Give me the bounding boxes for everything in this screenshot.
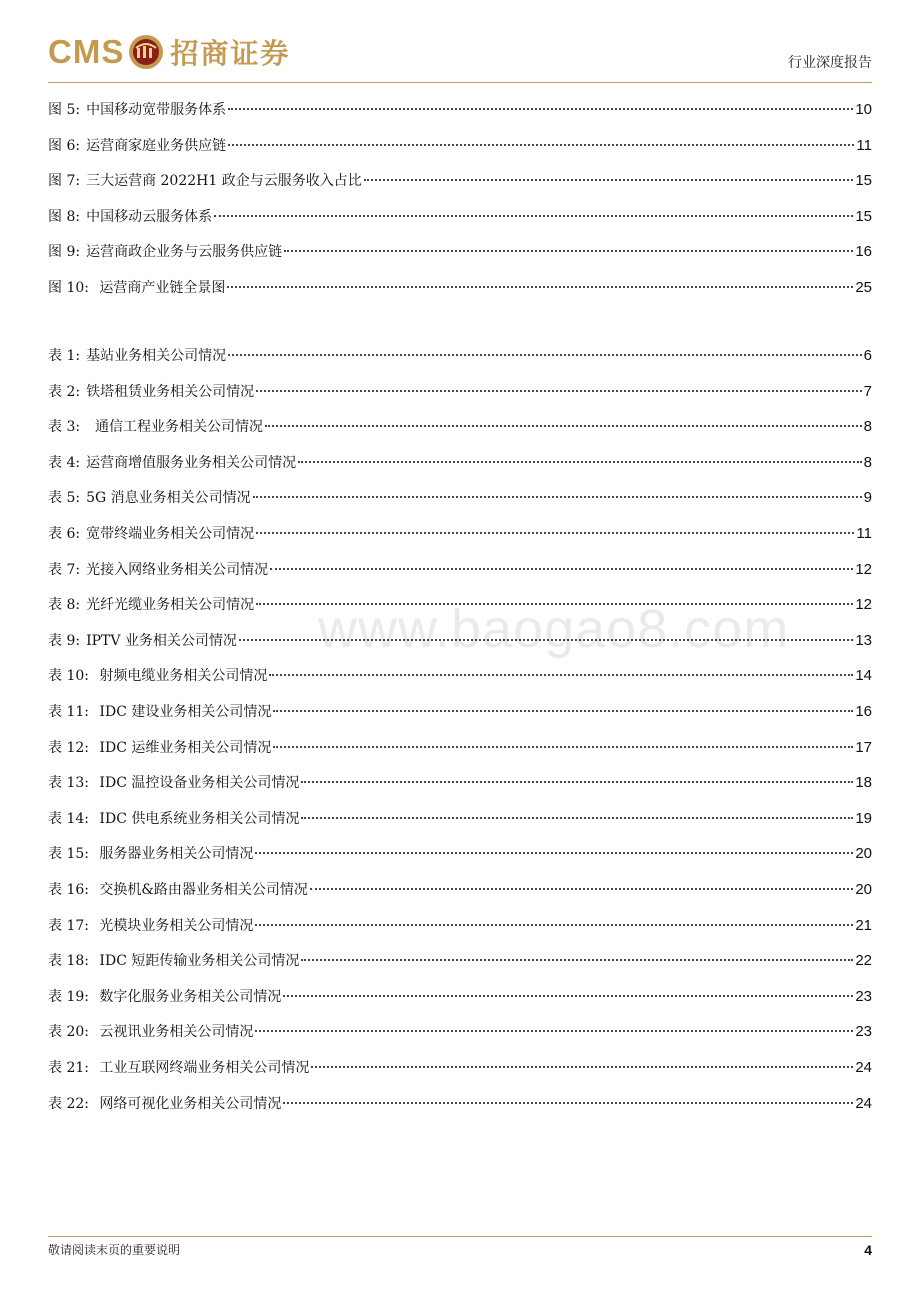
toc-entry-title: 宽带终端业务相关公司情况 <box>86 526 255 542</box>
toc-entry-label: 表 10: <box>48 668 89 685</box>
toc-entry-page: 10 <box>855 101 872 118</box>
dot-leader <box>256 603 853 605</box>
toc-entry-page: 6 <box>863 347 872 364</box>
dot-leader <box>311 1066 853 1068</box>
toc-entry-page: 24 <box>855 1059 872 1076</box>
toc-entry-label: 表 6: <box>48 526 81 542</box>
toc-entry-label: 表 14: <box>48 810 89 827</box>
toc-entry-title: IDC 供电系统业务相关公司情况 <box>94 810 300 827</box>
toc-entry[interactable] <box>48 278 872 298</box>
logo-cn-text: 招商证券 <box>170 37 291 70</box>
toc-entry-page: 24 <box>855 1094 872 1112</box>
toc-entry-label: 表 12: <box>48 739 89 756</box>
toc-entry-label: 表 11: <box>48 704 89 720</box>
dot-leader <box>239 639 853 641</box>
toc-entry-title: IDC 运维业务相关公司情况 <box>94 739 272 756</box>
toc-entry-page: 11 <box>856 525 872 542</box>
logo-cms-text: CMS <box>48 33 125 70</box>
toc-entry[interactable] <box>48 880 872 900</box>
page-footer <box>48 1236 872 1258</box>
toc-entry-title: 铁塔租赁业务相关公司情况 <box>86 383 255 400</box>
toc-entry-label: 图 9: <box>48 244 81 261</box>
disclaimer-note: 敬请阅读末页的重要说明 <box>48 1243 181 1257</box>
toc-entry-page: 23 <box>855 987 872 1005</box>
toc-entry[interactable] <box>48 631 872 651</box>
toc-entry-title: IDC 短距传输业务相关公司情况 <box>94 953 300 970</box>
dot-leader <box>265 425 862 427</box>
toc-entry-title: 交换机&路由器业务相关公司情况 <box>94 882 308 898</box>
toc-entry-title: 三大运营商 2022H1 政企与云服务收入占比 <box>86 173 362 190</box>
toc-entry-page: 16 <box>855 703 872 720</box>
dot-leader <box>301 959 853 961</box>
toc-entry-page: 9 <box>863 489 872 507</box>
toc-entry[interactable] <box>48 666 872 686</box>
toc-entry-page: 12 <box>855 596 872 614</box>
toc-entry[interactable] <box>48 382 872 402</box>
watermark: www.baogao8.com <box>318 599 790 659</box>
toc-entry[interactable] <box>48 738 872 758</box>
toc-entry-label: 表 4: <box>48 454 81 471</box>
report-type-label: 行业深度报告 <box>788 55 872 71</box>
toc-entry-page: 21 <box>855 916 872 934</box>
toc-entry[interactable] <box>48 100 872 120</box>
dot-leader <box>301 817 853 819</box>
toc-entry-label: 表 13: <box>48 775 89 792</box>
dot-leader <box>228 354 862 356</box>
page-number: 4 <box>864 1241 872 1258</box>
toc-entry-label: 表 15: <box>48 846 89 863</box>
dot-leader <box>255 1030 853 1032</box>
toc-entry-label: 表 9: <box>48 632 81 649</box>
toc-entry-title: 运营商增值服务业务相关公司情况 <box>86 454 297 471</box>
dot-leader <box>256 532 854 534</box>
toc-entry-title: 通信工程业务相关公司情况 <box>86 419 263 436</box>
toc-entry-page: 25 <box>855 279 872 296</box>
toc-entry-page: 12 <box>855 560 872 578</box>
toc-entry-title: 射频电缆业务相关公司情况 <box>94 668 268 685</box>
toc-entry[interactable] <box>48 242 872 262</box>
toc-entry-label: 表 8: <box>48 597 81 614</box>
toc-entry[interactable] <box>48 136 872 156</box>
dot-leader <box>256 390 862 392</box>
toc-entry[interactable] <box>48 207 872 227</box>
toc-entry-label: 表 2: <box>48 383 81 400</box>
dot-leader <box>269 674 853 676</box>
toc-entry-page: 7 <box>863 382 872 400</box>
toc-entry[interactable] <box>48 488 872 508</box>
toc-entry-label: 表 17: <box>48 917 89 934</box>
toc-entry[interactable] <box>48 524 872 544</box>
toc-entry-page: 20 <box>855 845 872 863</box>
toc-entry[interactable] <box>48 453 872 473</box>
toc-entry-label: 图 6: <box>48 137 81 154</box>
toc-entry-title: 工业互联网终端业务相关公司情况 <box>94 1060 310 1076</box>
toc-entry-label: 表 3: <box>48 419 81 436</box>
toc-entry[interactable] <box>48 809 872 829</box>
toc-entry-page: 20 <box>855 881 872 898</box>
toc-entry[interactable] <box>48 171 872 191</box>
toc-entry-title: 基站业务相关公司情况 <box>86 348 227 364</box>
toc-entry-page: 19 <box>855 809 872 827</box>
dot-leader <box>301 781 853 783</box>
dot-leader <box>283 1102 853 1104</box>
dot-leader <box>364 179 854 181</box>
dot-leader <box>228 108 853 110</box>
company-logo <box>48 32 290 72</box>
dot-leader <box>255 924 853 926</box>
toc-entry-title: 运营商家庭业务供应链 <box>86 137 227 154</box>
toc-entry-page: 17 <box>855 738 872 756</box>
toc-entry-label: 表 1: <box>48 348 81 364</box>
dot-leader <box>273 710 853 712</box>
dot-leader <box>227 286 853 288</box>
toc-entry[interactable] <box>48 346 872 366</box>
toc-entry-title: IDC 温控设备业务相关公司情况 <box>94 775 300 792</box>
dot-leader <box>270 568 853 570</box>
toc-entry[interactable] <box>48 1022 872 1042</box>
toc-entry-label: 图 5: <box>48 102 81 118</box>
toc-entry-label: 图 7: <box>48 173 81 190</box>
dot-leader <box>273 746 853 748</box>
toc-entry-page: 22 <box>855 952 872 970</box>
toc-entry-title: 服务器业务相关公司情况 <box>94 846 254 863</box>
toc-entry-page: 15 <box>855 172 872 190</box>
page-header <box>48 30 872 83</box>
toc-entry[interactable] <box>48 560 872 580</box>
toc-entry[interactable] <box>48 773 872 793</box>
dot-leader <box>228 144 854 146</box>
toc-entry-label: 图 8: <box>48 208 81 225</box>
toc-entry[interactable] <box>48 916 872 936</box>
toc-entry[interactable] <box>48 1094 872 1114</box>
toc-entry-title: 云视讯业务相关公司情况 <box>94 1024 254 1041</box>
toc-entry-label: 图 10: <box>48 280 89 296</box>
toc-entry[interactable] <box>48 1058 872 1078</box>
toc-entry-title: IDC 建设业务相关公司情况 <box>94 704 272 720</box>
toc-entry-title: 运营商产业链全景图 <box>94 280 226 296</box>
toc-entry-title: 中国移动云服务体系 <box>86 208 213 225</box>
dot-leader <box>298 461 862 463</box>
toc-entry-label: 表 22: <box>48 1095 89 1112</box>
dot-leader <box>253 496 862 498</box>
dot-leader <box>310 888 853 890</box>
toc-entry-label: 表 16: <box>48 882 89 898</box>
toc-entry-page: 23 <box>855 1023 872 1041</box>
toc-entry-title: IPTV 业务相关公司情况 <box>86 632 237 649</box>
toc-entry-label: 表 5: <box>48 490 81 507</box>
toc-entry-page: 18 <box>855 774 872 792</box>
toc-entry-label: 表 7: <box>48 561 81 578</box>
toc-entry-title: 运营商政企业务与云服务供应链 <box>86 244 283 261</box>
toc-entry-page: 16 <box>855 243 872 261</box>
toc-entry-title: 5G 消息业务相关公司情况 <box>86 490 251 507</box>
toc-entry-page: 13 <box>855 631 872 649</box>
dot-leader <box>255 852 853 854</box>
toc-entry[interactable] <box>48 987 872 1007</box>
logo-emblem-icon <box>128 34 164 70</box>
toc-entry[interactable] <box>48 595 872 615</box>
toc-entry-title: 中国移动宽带服务体系 <box>86 102 227 118</box>
dot-leader <box>214 215 853 217</box>
toc-entry-title: 数字化服务业务相关公司情况 <box>94 988 282 1005</box>
toc-entry-page: 8 <box>863 453 872 471</box>
toc-entry-page: 8 <box>863 418 872 436</box>
toc-entry-title: 光纤光缆业务相关公司情况 <box>86 597 255 614</box>
toc-entry-label: 表 21: <box>48 1060 89 1076</box>
toc-entry-title: 光接入网络业务相关公司情况 <box>86 561 269 578</box>
dot-leader <box>284 250 853 252</box>
toc-entry-label: 表 20: <box>48 1024 89 1041</box>
toc-entry[interactable] <box>48 951 872 971</box>
toc-entry[interactable] <box>48 844 872 864</box>
toc-entry[interactable] <box>48 417 872 437</box>
toc-entry-title: 网络可视化业务相关公司情况 <box>94 1095 282 1112</box>
dot-leader <box>283 995 853 997</box>
toc-entry-page: 14 <box>855 667 872 685</box>
toc-entry-page: 15 <box>855 207 872 225</box>
toc-entry-label: 表 18: <box>48 953 89 970</box>
toc-entry-page: 11 <box>856 136 872 154</box>
toc-entry[interactable] <box>48 702 872 722</box>
toc-entry-label: 表 19: <box>48 988 89 1005</box>
toc-entry-title: 光模块业务相关公司情况 <box>94 917 254 934</box>
